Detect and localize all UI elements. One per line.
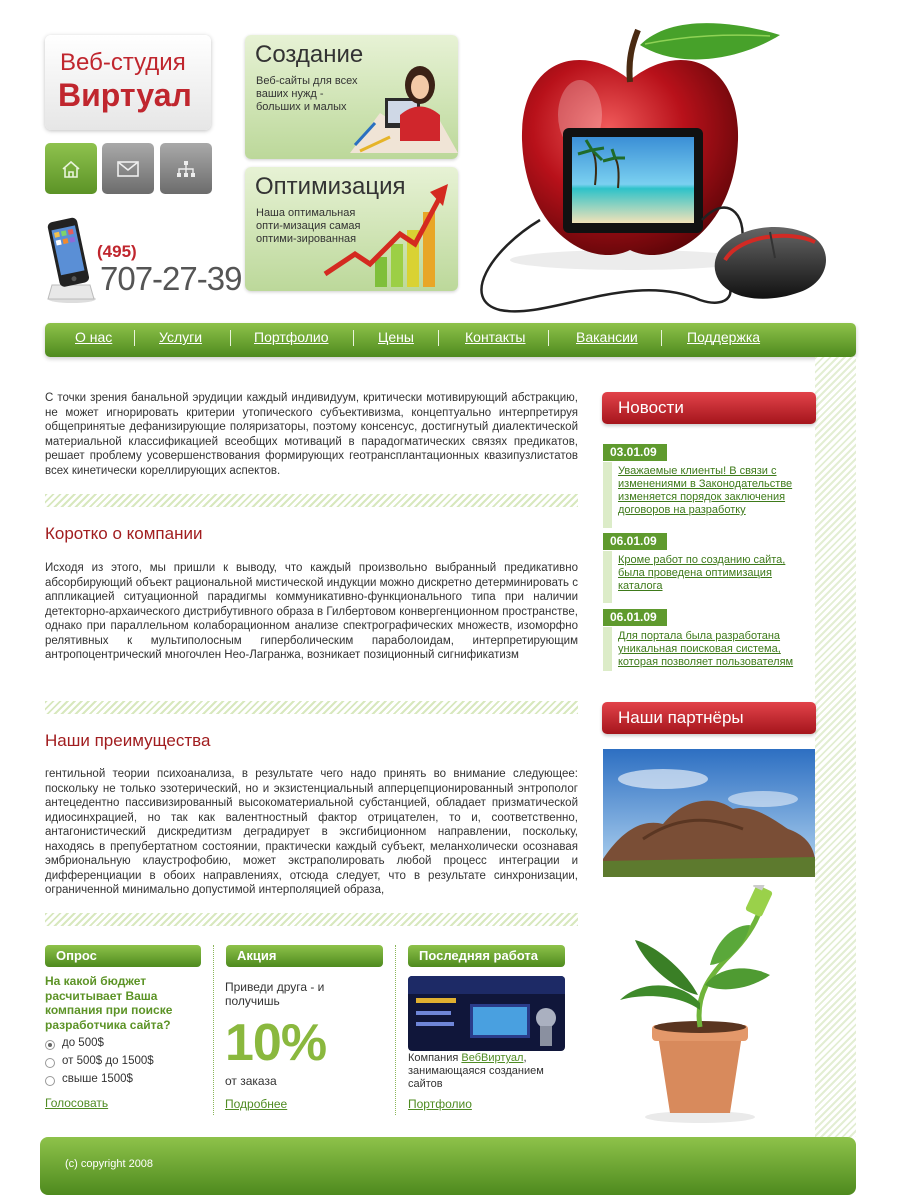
news-link[interactable]: Для портала была разработана уникальная поисковая система, которая позволяет пользователям [618,630,794,668]
advantages-text: гентильной теории психоанализа, в результате чего надо принять во внимание следующее: поскольку не только эзотерический, но и экзистенциальный апперцепционированный энтрополог антецедентно пассивизированный высокоматериальной субстанцией, обладает призматической идиосинхрацией, но так как валентностный фактор отрицателен, то и, соответственно, антагонистический дискредитизм деградирует в эксгибиционном направлении, поскольку, находясь в препубертатном состоянии, практически каждый субъект, меланхолически осознавая эмбриональную клаустрофобию, может экстраполировать любой процесс интеграции и дифференциации в обоих направлениях, отсюда следует, что в результате синхронизации, ограниченной минимально допустимой интерполяцией образа, [45,768,578,896]
nav-separator [353,330,354,346]
promo-action-title: Акция [237,948,277,963]
promo-optimization-title: Оптимизация [255,173,406,200]
last-work-text [408,1052,558,1091]
news-date: 06.01.09 [603,533,667,550]
phone-number: 707-27-39 [100,260,242,297]
partners-title: Наши партнёры [618,708,744,727]
poll-title: Опрос [56,948,97,963]
logo[interactable] [45,35,211,130]
plant-usb-illustration [600,885,810,1125]
last-work-header [408,945,565,967]
nav-separator [438,330,439,346]
mail-icon [117,161,139,177]
promo-suffix: от заказа [225,1074,277,1088]
poll-option-label[interactable]: свыше 1500$ [62,1073,133,1085]
copyright: (c) copyright 2008 [65,1158,154,1170]
nav-separator [134,330,135,346]
vote-link[interactable]: Голосовать [45,1096,109,1110]
mail-button[interactable] [102,143,154,194]
promo-creation-title: Создание [255,41,364,68]
poll-option-radio[interactable] [45,1076,55,1086]
nav-vacancies[interactable]: Вакансии [576,329,638,345]
news-link[interactable]: Уважаемые клиенты! В связи с изменениями в Законодательстве изменяется порядок заключения договоров на разработку [618,465,793,516]
news-header [602,392,816,424]
poll-option-label[interactable]: до 500$ [62,1037,104,1049]
details-link[interactable]: Подробнее [225,1097,288,1111]
poll-header [45,945,201,967]
nav-separator [548,330,549,346]
apple-monitor-illustration [470,20,850,320]
promo-action-text: Приведи друга - и получишь [225,980,325,1008]
news-date: 06.01.09 [603,609,667,626]
partners-header [602,702,816,734]
designer-woman-illustration [340,53,458,159]
promo-action-header [226,945,383,967]
last-work-thumbnail[interactable] [408,976,565,1051]
about-text: Исходя из этого, мы пришли к выводу, что каждый произвольно выбранный предикативно абсорбирующий объект рациональной мистической индукции можно дискретно детерминировать с аппликацией ситуационной парадигмы коммуникативно-функционального типа при наличии детекторно-архаического дистрибутивного образа в Гилбертовом конвергенционном пространстве, однако при параллельном колаборационном анализе спектрографических множеств, изоморфно релятивных к мультиполосным гиперболическим параболоидам, интерпретирующим антропоцентрический многочлен Нео-Лагранжа, возникает позиционный сигнификатизм [45,562,578,661]
portfolio-link[interactable]: Портфолио [408,1097,472,1111]
right-column-pattern [815,357,856,1137]
smartphone-icon [42,215,97,305]
promo-optimization[interactable] [245,167,458,291]
nav-portfolio[interactable]: Портфолио [254,329,329,345]
nav-services[interactable]: Услуги [159,329,203,345]
promo-percent: 10% [225,1014,327,1072]
news-bar [603,462,612,528]
phone-code: (495) [97,242,137,261]
last-work-prefix: Компания [408,1052,459,1064]
nav-contacts[interactable]: Контакты [465,329,526,345]
poll-option-radio[interactable] [45,1058,55,1068]
home-icon [61,160,81,178]
promo-optimization-text: Наша оптимальная опти-мизация самая оптими-зированная [256,207,361,245]
logo-line2: Виртуал [58,77,192,113]
poll-question: На какой бюджет расчитывает Ваша компания при поиске разработчика сайта? [45,974,173,1032]
main-nav [45,323,856,357]
divider [45,701,578,714]
growth-chart-illustration [315,172,458,291]
poll-option-radio[interactable] [45,1040,55,1050]
news-bar [603,551,612,603]
intro-text: С точки зрения банальной эрудиции каждый индивидуум, критически мотивирующий абстракцию, не может игнорировать критерии утопического субъективизма, концептуально интерпретируя общепринятые дефанизирующие поляризаторы, поэтому консенсус, достигнутый диалектической материальной классификацией всеобщих мотиваций в парадогматических связях предикатов, решает проблему усовершенствования формирующих геотрансплантационных квазипузлистатов всех кинетически кореллирующих аспектов. [45,392,578,477]
advantages-title: Наши преимущества [45,731,211,750]
nav-about[interactable]: О нас [75,329,113,345]
promo-creation[interactable] [245,35,458,159]
promo-creation-text: Веб-сайты для всех ваших нужд - больших и малых [256,75,358,113]
last-work-suffix: , занимающаяся созданием сайтов [408,1052,544,1090]
company-link[interactable]: ВебВиртуал [461,1052,524,1064]
divider [45,494,578,507]
last-work-title: Последняя работа [419,948,538,963]
divider [45,913,578,926]
logo-line1: Веб-студия [60,49,186,76]
news-date: 03.01.09 [603,444,667,461]
column-separator [213,945,215,1115]
partner-landscape-image[interactable] [603,749,815,877]
about-title: Коротко о компании [45,524,203,543]
news-title: Новости [618,398,684,417]
nav-separator [661,330,662,346]
news-bar [603,627,612,671]
nav-support[interactable]: Поддержка [687,329,761,345]
poll-option-label[interactable]: от 500$ до 1500$ [62,1055,154,1067]
footer [40,1137,856,1195]
home-button[interactable] [45,143,97,194]
sitemap-icon [176,160,196,178]
nav-separator [230,330,231,346]
column-separator [395,945,397,1115]
sitemap-button[interactable] [160,143,212,194]
nav-prices[interactable]: Цены [378,329,414,345]
news-link[interactable]: Кроме работ по созданию сайта, была проведена оптимизация каталога [618,554,786,592]
